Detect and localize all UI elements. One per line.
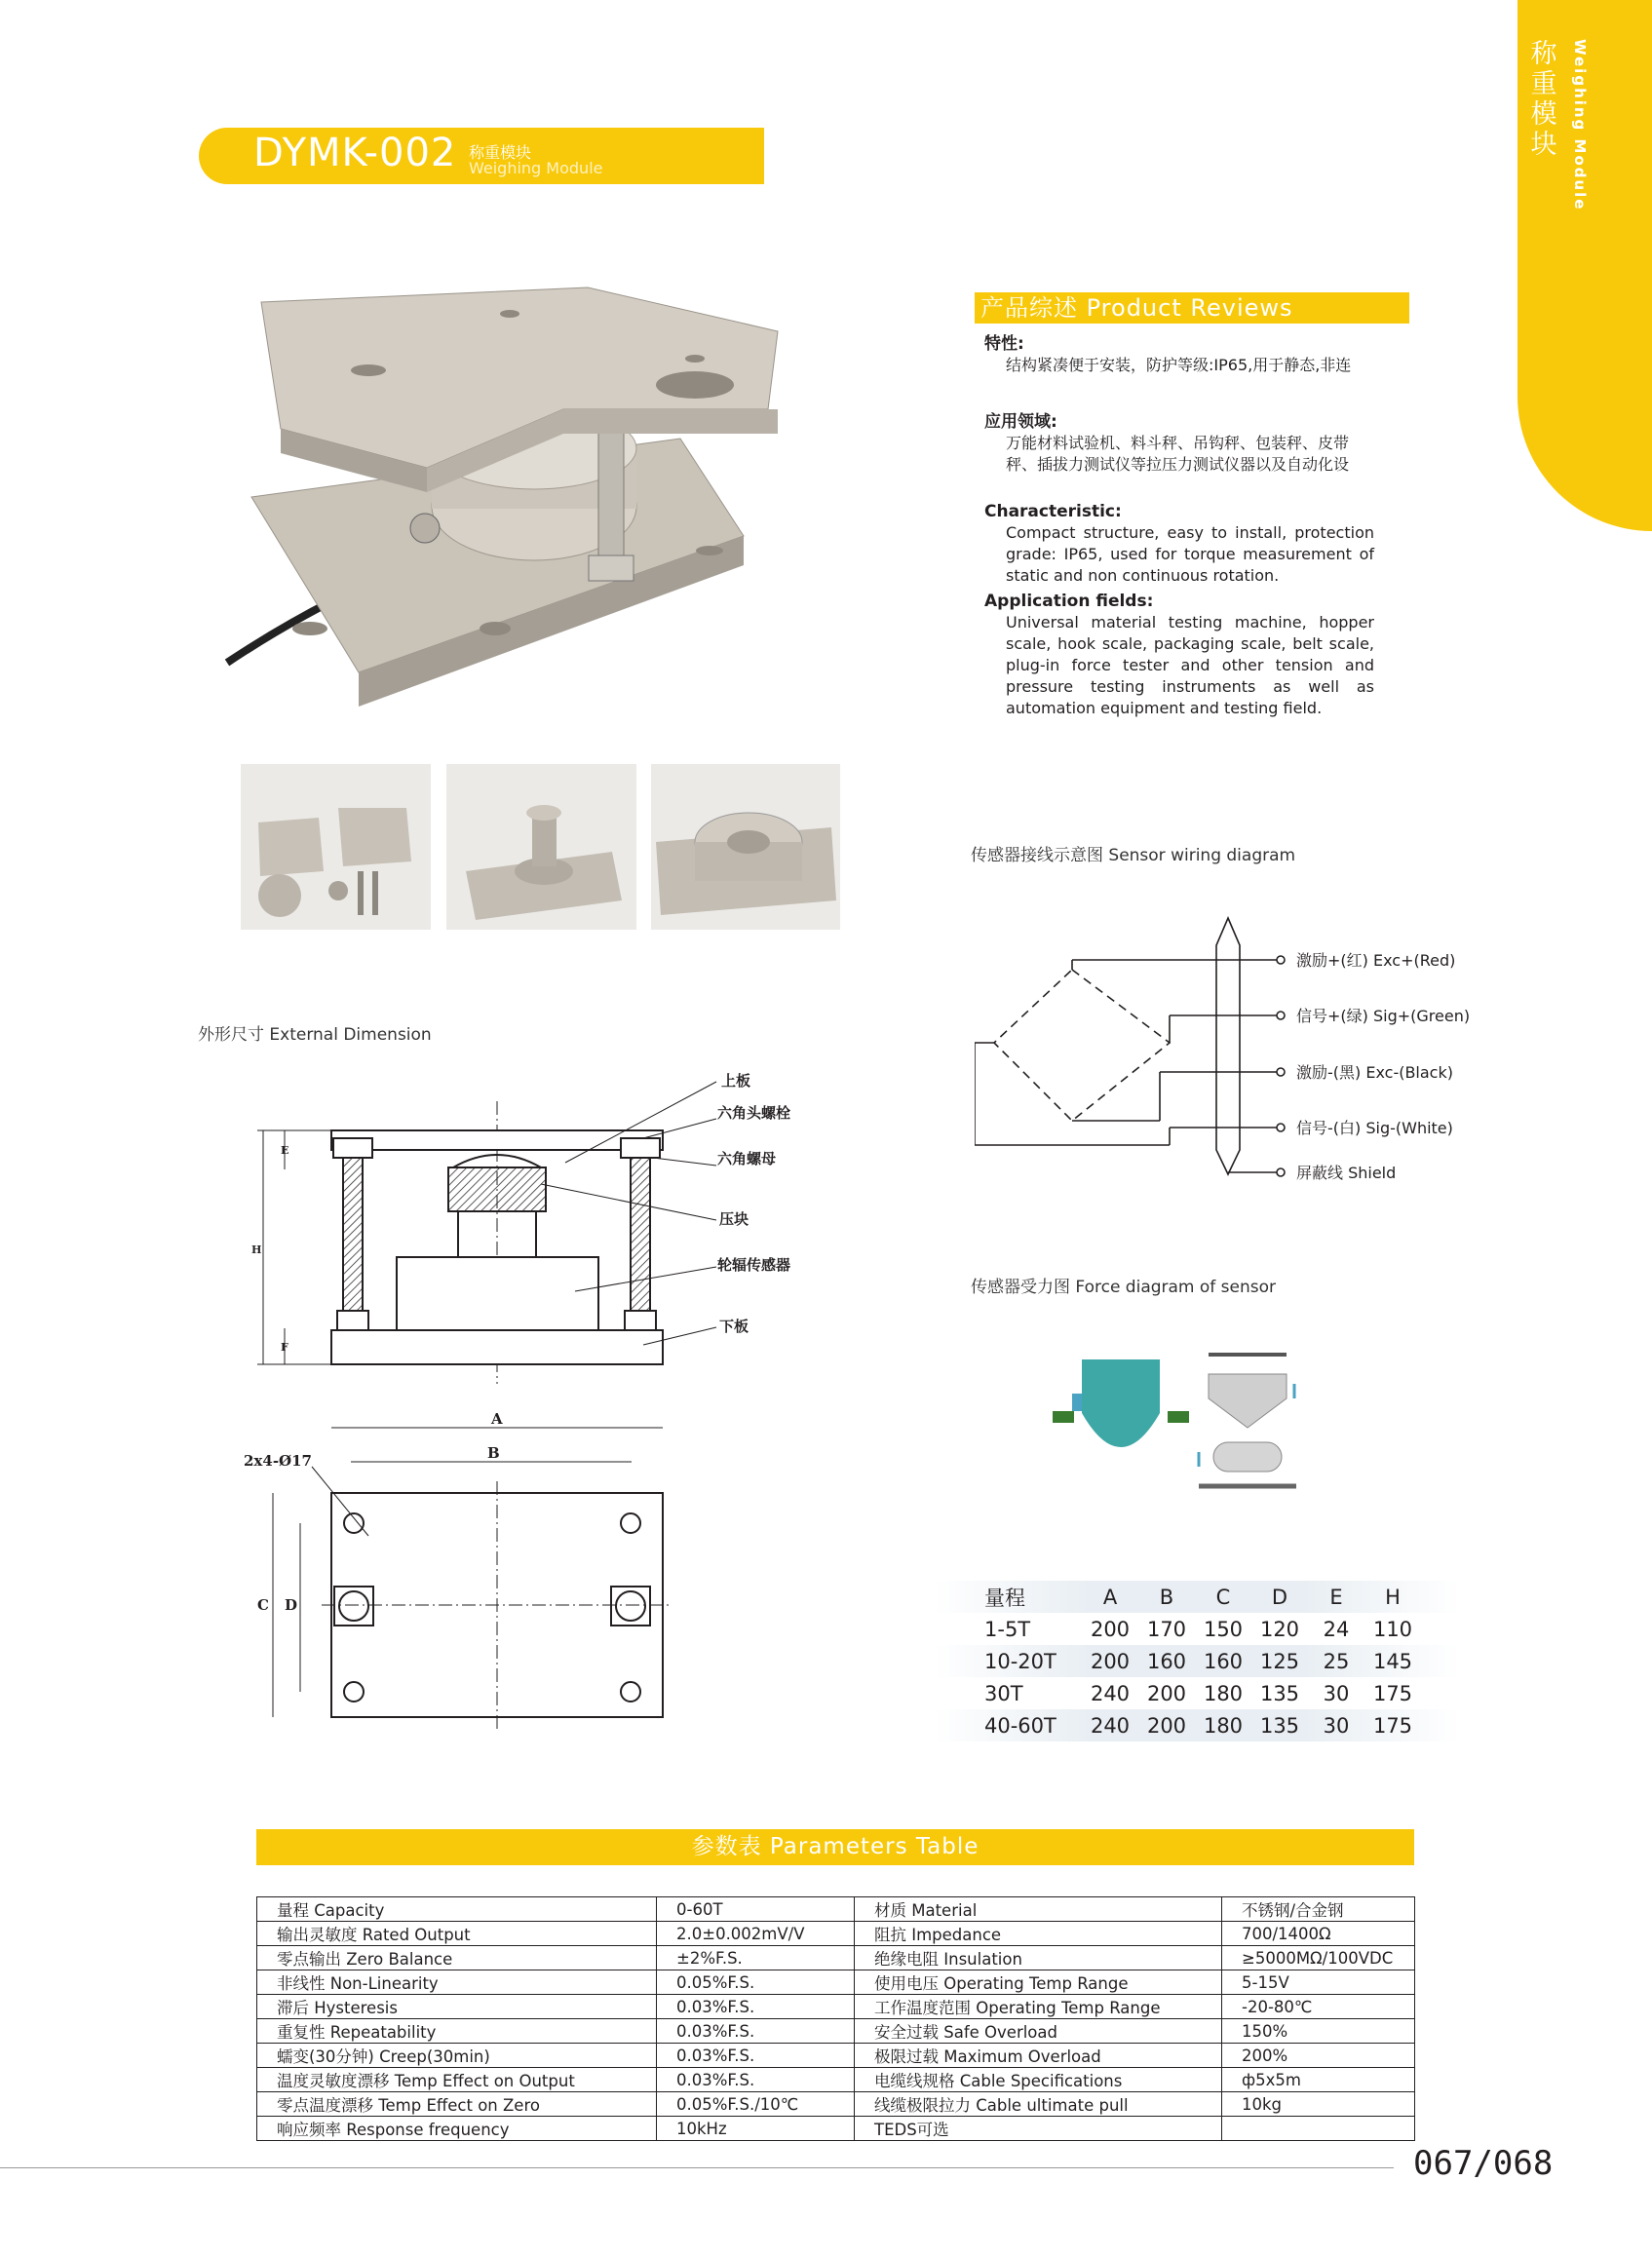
dimension-cell: 1-5T	[984, 1617, 1031, 1641]
dimension-row	[934, 1645, 1460, 1677]
params-cell: 阻抗 Impedance	[855, 1922, 1222, 1946]
wire-exc-neg: 激励-(黑) Exc-(Black)	[1296, 1063, 1453, 1082]
params-cell: 零点输出 Zero Balance	[257, 1946, 657, 1970]
params-cell: 电缆线规格 Cable Specifications	[855, 2068, 1222, 2092]
dimension-cell: 200	[1146, 1681, 1187, 1705]
label-hex-bolt: 六角头螺栓	[717, 1104, 791, 1122]
params-row	[257, 2117, 1415, 2141]
app-text-cn-2: 秤、插拔力测试仪等拉压力测试仪器以及自动化设	[1006, 455, 1350, 474]
params-cell: 10kg	[1222, 2092, 1415, 2117]
params-header: 参数表 Parameters Table	[256, 1829, 1414, 1865]
params-cell: 0.03%F.S.	[657, 2019, 855, 2044]
dimension-cell: 240	[1090, 1681, 1131, 1705]
dimension-header: E	[1329, 1585, 1343, 1609]
dimension-row	[934, 1613, 1460, 1645]
label-hex-nut: 六角螺母	[717, 1150, 777, 1167]
label-dim-h: H	[251, 1243, 262, 1256]
dimension-row	[934, 1709, 1460, 1741]
wire-exc-pos: 激励+(红) Exc+(Red)	[1296, 951, 1456, 970]
thumbnail-assembled	[446, 764, 636, 930]
force-diagram	[1043, 1345, 1306, 1501]
dimension-table	[934, 1581, 1460, 1741]
thumbnail-sensor	[651, 764, 840, 930]
label-dim-c: C	[257, 1596, 269, 1614]
dimension-header: H	[1385, 1585, 1401, 1609]
dimension-cell: 40-60T	[984, 1713, 1057, 1738]
model-title: DYMK-002	[253, 131, 457, 175]
dimension-cell: 200	[1090, 1649, 1131, 1673]
params-cell: 线缆极限拉力 Cable ultimate pull	[855, 2092, 1222, 2117]
feature-text-cn: 结构紧凑便于安装，防护等级:IP65,用于静态,非连	[1006, 356, 1352, 374]
thumbnail-parts	[241, 764, 431, 930]
label-dim-d: D	[285, 1596, 298, 1614]
dimension-cell: 200	[1146, 1713, 1187, 1738]
params-cell: 5-15V	[1222, 1970, 1415, 1995]
params-cell: 2.0±0.002mV/V	[657, 1922, 855, 1946]
params-row	[257, 2044, 1415, 2068]
params-cell: 输出灵敏度 Rated Output	[257, 1922, 657, 1946]
header-name-en: Weighing Module	[469, 159, 603, 177]
label-dim-a: A	[491, 1410, 503, 1428]
params-cell: -20-80℃	[1222, 1995, 1415, 2019]
params-cell: ≥5000MΩ/100VDC	[1222, 1946, 1415, 1970]
params-cell: 材质 Material	[855, 1897, 1222, 1922]
params-cell: 0-60T	[657, 1897, 855, 1922]
wiring-diagram	[975, 906, 1520, 1189]
label-press-block: 压块	[719, 1210, 749, 1228]
params-cell: 200%	[1222, 2044, 1415, 2068]
dimension-cell: 135	[1259, 1713, 1300, 1738]
params-row	[257, 1922, 1415, 1946]
dimension-cell: 175	[1372, 1713, 1413, 1738]
reviews-text	[984, 333, 1374, 719]
params-cell: 安全过载 Safe Overload	[855, 2019, 1222, 2044]
feature-label-cn: 特性:	[984, 334, 1024, 354]
params-cell: 重复性 Repeatability	[257, 2019, 657, 2044]
dimension-cell: 30T	[984, 1681, 1023, 1705]
params-cell: 不锈钢/合金钢	[1222, 1897, 1415, 1922]
params-cell: 0.05%F.S.	[657, 1970, 855, 1995]
dimension-cell: 180	[1203, 1713, 1244, 1738]
side-tab-cn: 称重模块	[1530, 39, 1557, 160]
params-cell: 蠕变(30分钟) Creep(30min)	[257, 2044, 657, 2068]
app-label-en: Application fields:	[984, 592, 1154, 611]
dimension-header: 量程	[984, 1586, 1025, 1610]
params-cell: 滞后 Hysteresis	[257, 1995, 657, 2019]
dimension-cell: 30	[1323, 1713, 1350, 1738]
dimension-cell: 125	[1259, 1649, 1300, 1673]
params-row	[257, 2092, 1415, 2117]
dimension-cell: 160	[1203, 1649, 1244, 1673]
label-dim-b: B	[487, 1444, 500, 1462]
params-cell: 0.03%F.S.	[657, 2068, 855, 2092]
dimension-cell: 145	[1372, 1649, 1413, 1673]
char-text-en: Compact structure, easy to install, protection grade: IP65, used for torque measurement of static and non continuous rotation.	[1006, 523, 1374, 585]
wire-shield: 屏蔽线 Shield	[1296, 1164, 1397, 1182]
dimension-cell: 180	[1203, 1681, 1244, 1705]
params-row	[257, 2019, 1415, 2044]
params-cell: 零点温度漂移 Temp Effect on Zero	[257, 2092, 657, 2117]
label-lower-plate: 下板	[719, 1318, 749, 1335]
dimension-cell: 170	[1146, 1617, 1187, 1641]
params-cell: TEDS可选	[855, 2117, 1222, 2141]
dimension-cell: 175	[1372, 1681, 1413, 1705]
params-cell: 绝缘电阻 Insulation	[855, 1946, 1222, 1970]
params-cell: 量程 Capacity	[257, 1897, 657, 1922]
params-cell: ±2%F.S.	[657, 1946, 855, 1970]
dimension-cell: 135	[1259, 1681, 1300, 1705]
app-text-cn-1: 万能材料试验机、料斗秤、吊钩秤、包装秤、皮带	[1006, 434, 1350, 452]
params-row	[257, 1995, 1415, 2019]
label-dim-f: F	[281, 1341, 288, 1354]
params-cell: 使用电压 Operating Temp Range	[855, 1970, 1222, 1995]
main-product-image	[212, 273, 797, 721]
dimension-cell: 150	[1203, 1617, 1244, 1641]
label-spoke-sensor: 轮辐传感器	[717, 1256, 791, 1274]
params-cell: 响应频率 Response frequency	[257, 2117, 657, 2141]
caption-external-dimension: 外形尺寸 External Dimension	[198, 1025, 432, 1045]
dimension-cell: 30	[1323, 1681, 1350, 1705]
dimension-cell: 10-20T	[984, 1649, 1057, 1673]
label-dim-e: E	[281, 1144, 289, 1157]
params-cell: ф5x5m	[1222, 2068, 1415, 2092]
params-table	[256, 1896, 1415, 2141]
dimension-drawing	[234, 1052, 838, 1754]
caption-wiring: 传感器接线示意图 Sensor wiring diagram	[971, 846, 1296, 865]
app-label-cn: 应用领域:	[984, 412, 1057, 432]
header-name-cn: 称重模块	[469, 143, 532, 162]
dimension-header: C	[1215, 1585, 1231, 1609]
dimension-cell: 25	[1323, 1649, 1350, 1673]
params-row	[257, 1970, 1415, 1995]
params-row	[257, 2068, 1415, 2092]
footer-line	[0, 2167, 1394, 2168]
label-upper-plate: 上板	[721, 1072, 751, 1090]
char-label-en: Characteristic:	[984, 502, 1122, 521]
caption-force: 传感器受力图 Force diagram of sensor	[971, 1278, 1277, 1297]
label-holes: 2x4-Ø17	[244, 1452, 312, 1470]
reviews-header: 产品综述 Product Reviews	[975, 292, 1409, 324]
dimension-cell: 110	[1372, 1617, 1413, 1641]
dimension-header: D	[1271, 1585, 1288, 1609]
page-number: 067/068	[1413, 2144, 1554, 2183]
dimension-cell: 160	[1146, 1649, 1187, 1673]
wire-sig-pos: 信号+(绿) Sig+(Green)	[1296, 1007, 1471, 1025]
params-cell: 10kHz	[657, 2117, 855, 2141]
params-row	[257, 1946, 1415, 1970]
params-cell: 极限过载 Maximum Overload	[855, 2044, 1222, 2068]
dimension-cell: 200	[1090, 1617, 1131, 1641]
dimension-cell: 240	[1090, 1713, 1131, 1738]
app-text-en: Universal material testing machine, hopper scale, hook scale, packaging scale, belt scale, plug-in force tester and other tension and pressure testing instruments as well as automation equipment and testing field.	[1006, 613, 1374, 717]
params-cell: 0.03%F.S.	[657, 1995, 855, 2019]
wire-sig-neg: 信号-(白) Sig-(White)	[1296, 1119, 1453, 1137]
params-row	[257, 1897, 1415, 1922]
params-cell: 温度灵敏度漂移 Temp Effect on Output	[257, 2068, 657, 2092]
dimension-header: B	[1159, 1585, 1174, 1609]
params-cell: 0.05%F.S./10℃	[657, 2092, 855, 2117]
side-tab-en: Weighing Module	[1571, 39, 1589, 211]
params-cell: 非线性 Non-Linearity	[257, 1970, 657, 1995]
dimension-cell: 120	[1259, 1617, 1300, 1641]
dimension-header-row	[934, 1581, 1460, 1613]
params-cell: 150%	[1222, 2019, 1415, 2044]
params-cell	[1222, 2117, 1415, 2141]
params-cell: 工作温度范围 Operating Temp Range	[855, 1995, 1222, 2019]
dimension-row	[934, 1677, 1460, 1709]
params-cell: 0.03%F.S.	[657, 2044, 855, 2068]
dimension-header: A	[1102, 1585, 1118, 1609]
dimension-cell: 24	[1323, 1617, 1350, 1641]
params-cell: 700/1400Ω	[1222, 1922, 1415, 1946]
